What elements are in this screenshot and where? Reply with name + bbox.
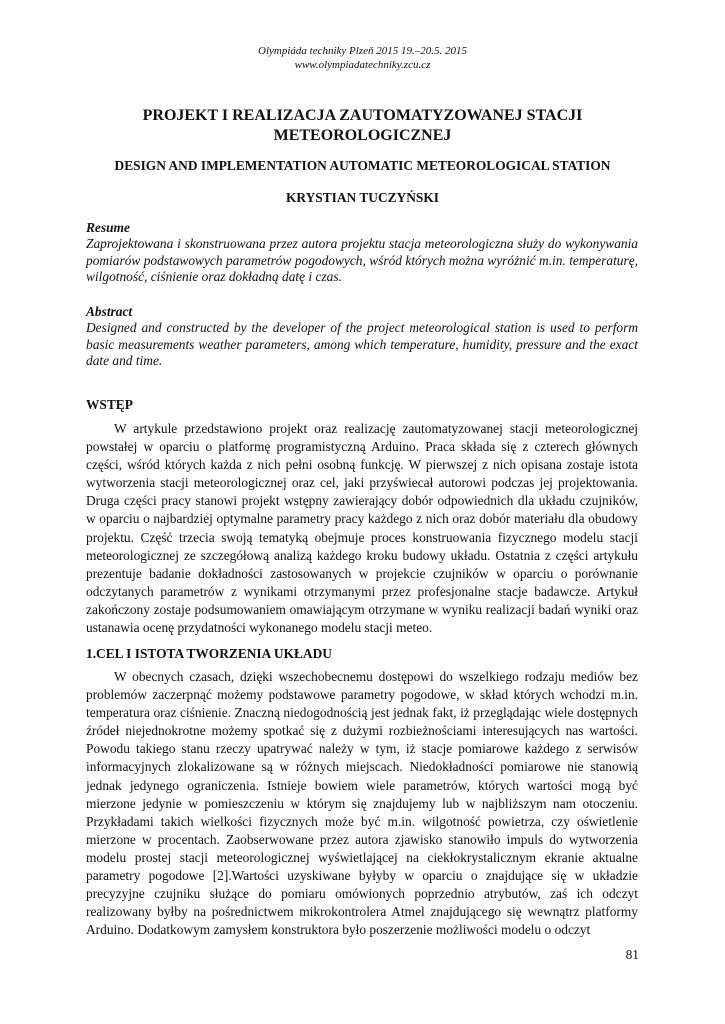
section-heading-wstep: WSTĘP [86,397,133,412]
section-heading-cel: 1.CEL I ISTOTA TWORZENIA UKŁADU [86,646,332,661]
paper-author: KRYSTIAN TUCZYŃSKI [286,190,439,205]
resume-label: Resume [86,220,130,235]
resume-text: Zaprojektowana i skonstruowana przez autora projektu stacja meteorologiczna służy do wykonywania pomiarów podstawowych parametrów pogodowych, wśród których można wyróżnić m.in. temperaturę, wilgotność, ciśnienie oraz dokładną datę i czas. [86,236,638,284]
paper-title: PROJEKT I REALIZACJA ZAUTOMATYZOWANEJ STACJI METEOROLOGICZNEJ [142,107,583,144]
abstract-block [86,304,638,369]
header-url: www.olympiadatechniky.zcu.cz [294,59,431,71]
header-conference: Olympiáda techniky Plzeň 2015 19.–20.5. 2015 [258,45,467,57]
section-body-wstep: W artykule przedstawiono projekt oraz realizację zautomatyzowanej stacji meteorologicznej powstałej w oparciu o platformę programistyczną Arduino. Praca składa się z czterech głównych części, wśród których każda z nich pełni osobną funkcję. W pierwszej z nich opisana zostaje istota wytworzenia stacji meteorologicznej oraz cel, jaki przyświecał autorowi podczas jej projektowania. Druga części pracy stanowi projekt wstępny zawierający dobór odpowiednich dla układu czujników, w oparciu o najbardziej optymalne parametry pracy każdego z nich oraz dobór materiału dla obudowy projektu. Część trzecia swoją tematyką obejmuje proces konstruowania fizycznego modelu stacji meteorologicznej ze szczegółową analizą każdego kroku budowy układu. Ostatnia z części artykułu prezentuje badanie dokładności zastosowanych w projekcie czujników w oparciu o porównanie odczytanych parametrów z wynikami otrzymanymi przez profesjonalne stacje badawcze. Artykuł zakończony zostaje podsumowaniem omawiającym otrzymane w wyniku realizacji badań wyniki oraz ustanawia ocenę przydatności wykonanego modelu stacji meteo. [86,421,638,636]
paper-subtitle: DESIGN AND IMPLEMENTATION AUTOMATIC METEOROLOGICAL STATION [114,158,611,173]
resume-block [86,220,638,285]
page-number: 81 [625,947,639,962]
abstract-label: Abstract [86,304,133,319]
abstract-text: Designed and constructed by the developer of the project meteorological station is used to perform basic measurements weather parameters, among which temperature, humidity, pressure and the exact date and time. [86,320,638,368]
section-body-cel: W obecnych czasach, dzięki wszechobecnemu dostępowi do wszelkiego rodzaju mediów bez problemów zaczerpnąć możemy podstawowe parametry pogodowe, w skład których wchodzi m.in. temperatura oraz ciśnienie. Znaczną niedogodnością jest jednak fakt, iż przeglądając wiele dostępnych źródeł niejednokrotne możemy spotkać się z dużymi rozbieżnościami interesujących nas wartości. Powodu takiego stanu rzeczy upatrywać należy w tym, iż stacje pomiarowe każdego z serwisów informacyjnych zlokalizowane są w różnych miejscach. Niedokładności pomiarowe nie stanowią jednak jedynego ograniczenia. Istnieje bowiem wiele parametrów, których wartości mogą być mierzone jedynie w pomieszczeniu w którym się znajdujemy lub w najbliższym nam otoczeniu. Przykładami takich wielkości fizycznych może być m.in. wilgotność powietrza, czy oświetlenie mierzone w procentach. Zaobserwowane przez autora zjawisko stanowiło impuls do wytworzenia modelu prostej stacji meteorologicznej wyświetlającej na ciekłokrystalicznym ekranie aktualne parametry pogodowe [2].Wartości uzyskiwane byłyby w oparciu o znajdujące się w układzie precyzyjne czujniku służące do pomiaru omówionych poprzednio atrybutów, zaś ich odczyt realizowany byłby na pośrednictwem mikrokontrolera Atmel znajdującego się wewnątrz platformy Arduino. Dodatkowym zamysłem konstruktora było poszerzenie możliwości modelu o odczyt [86,669,638,938]
running-header [0,44,725,72]
